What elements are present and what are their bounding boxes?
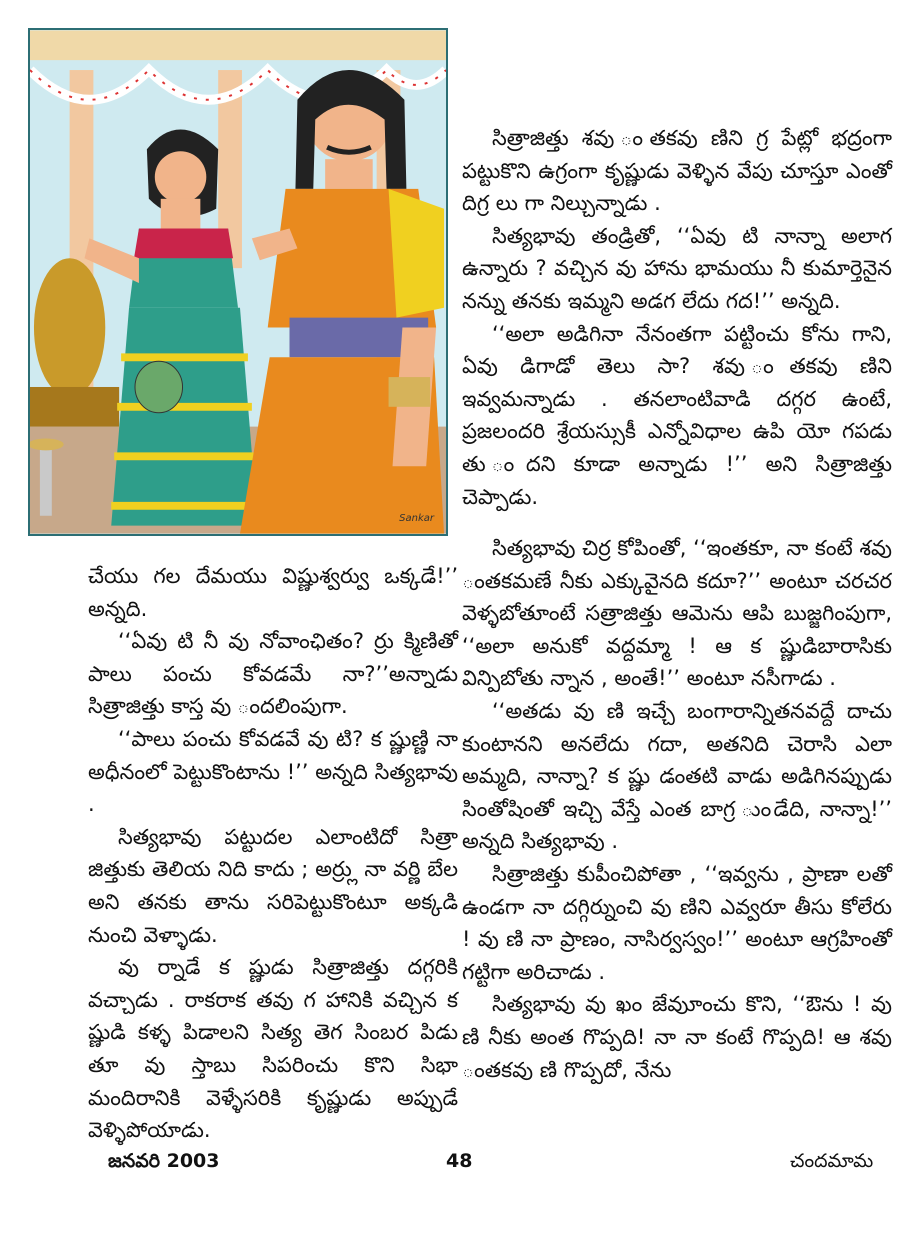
footer-issue-date: జనవరి 2003 bbox=[108, 1150, 220, 1172]
paragraph: సిత్యభావు పట్టుదల ఎలాంటిదో సిత్రా జిత్తుకు తెలియ నిది కాదు ; అర్ర్లు నా వర్ణి బేల అని తనకు తాను సరిపెట్టుకొంటూ అక్కడి నుంచి వెళ్ళాడు. bbox=[88, 824, 458, 947]
illustration-drawing bbox=[30, 30, 446, 534]
text-column-right-bottom bbox=[462, 532, 892, 1086]
paragraph: ‘‘అలా అడిగినా నేనంతగా పట్టించు కోను గాని, ఏవు డిగాడో తెలు సా? శవు ంతకవు ణిని ఇవ్వమన్నాడు . తనలాంటివాడి దగ్గర ఉంటే, ప్రజలందరి శ్రేయస్సుకీ ఎన్నోవిధాల ఉపి యో గపడు తు ందని కూడా అన్నాడు !’’ అని సిత్రాజిత్తు చెప్పాడు. bbox=[462, 321, 892, 509]
paragraph: చేయు గల దేమయు విష్ణుశ్వర్వు ఒక్కడే!’’ అన్నది. bbox=[88, 564, 458, 621]
paragraph: ‘‘పాలు పంచు కోవడవే వు టి? క ష్ణుణ్ణి నా అధీనంలో పెట్టుకొంటాను !’’ అన్నది సిత్యభావు . bbox=[88, 726, 458, 817]
artist-signature: Sankar bbox=[399, 513, 434, 524]
paragraph: ‘‘ఏవు టి నీ వు నోవాంఛితం? ర్రు క్మిణితో పాలు పంచు కోవడమే నా?’’అన్నాడు సిత్రాజిత్తు కాస్త వు ందలింపుగా. bbox=[88, 629, 458, 719]
text-column-left bbox=[88, 560, 458, 1147]
footer-magazine-name: చందమామ bbox=[790, 1150, 874, 1172]
story-illustration bbox=[28, 28, 448, 536]
paragraph: సిత్రాజిత్తు శవు ంతకవు ణిని గ్ర పేట్లో భద్రంగా పట్టుకొని ఉగ్రంగా కృష్ణుడు వెళ్ళిన వేపు చూస్తూ ఎంతో దిగ్ర లు గా నిల్చున్నాడు . bbox=[462, 126, 892, 216]
paragraph: సిత్రాజిత్తు కుపీంచిపోతా , ‘‘ఇవ్వను , ప్రాణా లతో ఉండగా నా దగ్గిర్నుంచి వు ణిని ఎవ్వరూ తీసు కోలేరు ! వు ణి నా ప్రాణం, నాసిర్వస్వం!’’ అంటూ ఆగ్రహింతో గట్టిగా అరిచాడు . bbox=[462, 861, 892, 984]
paragraph: ‘‘అతడు వు ణి ఇచ్చే బంగారాన్నితనవద్దే దాచు కుంటానని అనలేదు గదా, అతనిది చెరాసి ఎలా అమ్మది, నాన్నా? క ష్ణు డంతటి వాడు అడిగినప్పుడు సింతోషింతో ఇచ్చి వేస్తే ఎంత బాగ్ర ుండేది, నాన్నా!’’ అన్నది సిత్యభావు . bbox=[462, 698, 892, 854]
footer-page-number: 48 bbox=[446, 1150, 473, 1172]
paragraph: సిత్యభావు వు ఖం జేవుూంచు కొని, ‘‘ఔను ! వు ణి నీకు అంత గొప్పది! నా నా కంటే గొప్పది! ఆ శవు ంతకవు ణి గొప్పదో, నేను bbox=[462, 992, 892, 1082]
paragraph: సిత్యభావు చిర్ర కోపింతో, ‘‘ఇంతకూ, నా కంటే శవు ంతకమణే నీకు ఎక్కువైనది కదూ?’’ అంటూ చరచర వెళ్ళబోతూంటే సత్రాజిత్తు ఆమెను ఆపి బుజ్జగింపుగా, ‘‘అలా అనుకో వద్దమ్మా ! ఆ క ష్ణుడిబారాసికు విన్పిబోతు న్నాన , అంతే!’’ అంటూ నసీగాడు . bbox=[462, 536, 892, 691]
text-column-right-top bbox=[462, 122, 892, 513]
paragraph: సిత్యభావు తండ్రితో, ‘‘ఏవు టి నాన్నా అలాగ ఉన్నారు ? వచ్చిన వు హాను భామయు నీ కుమార్తెనైన నన్ను తనకు ఇమ్మని అడగ లేదు గద!’’ అన్నది. bbox=[462, 223, 892, 313]
paragraph: వు ర్నాడే క ష్ణుడు సిత్రాజిత్తు దగ్గరికి వచ్చాడు . రాకరాక తవు గ హానికి వచ్చిన క ష్ణుడి కళ్ళ పిడాలని సిత్య తెగ సింబర పిడు తూ వు స్తాబు సిపరించు కొని సిభా మందిరానికి వెళ్ళేసరికి కృష్ణుడు అప్పుడే వెళ్ళిపోయాడు. bbox=[88, 955, 458, 1143]
